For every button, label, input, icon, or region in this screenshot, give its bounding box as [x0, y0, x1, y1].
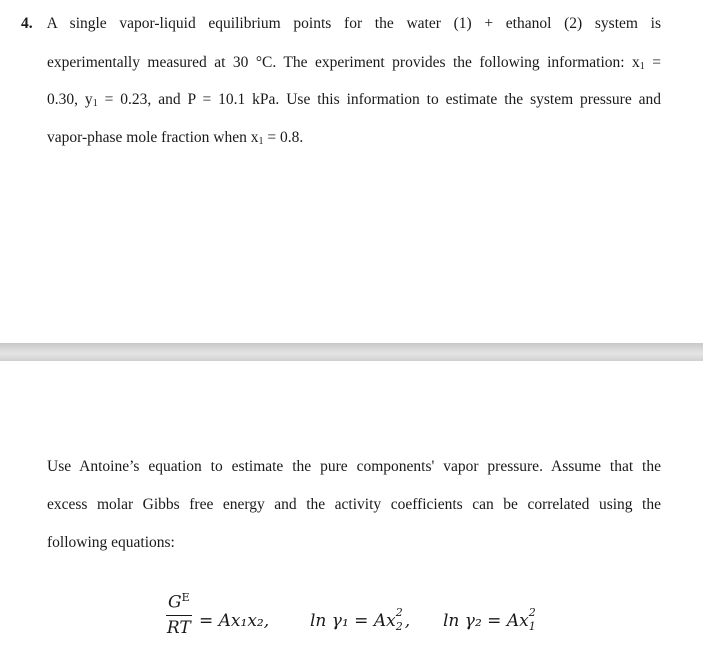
problem-line-4 [47, 129, 303, 147]
ge-fraction [166, 591, 192, 638]
lngamma2-text: ln γ₂ = Ax [443, 611, 529, 631]
lngamma2-sub: 1 [528, 620, 536, 633]
problem-text-3b: = 0.23, and P = 10.1 kPa. Use this information to estimate the system pressure and [97, 91, 662, 108]
continuation-line-1: Use Antoine’s equation to estimate the pure components' vapor pressure. Assume that the [47, 458, 661, 475]
continuation-line-3: following equations: [47, 534, 175, 551]
document-page-bottom [0, 361, 703, 658]
rt-symbol: RT [166, 617, 191, 638]
subscript-x1: 1 [258, 136, 264, 147]
subscript-1: 1 [639, 61, 645, 72]
problem-text-2-end: = [644, 54, 661, 71]
lngamma1-exponents [395, 606, 405, 633]
ge-superscript: E [181, 591, 190, 604]
lngamma1-sub: 2 [395, 620, 403, 633]
lngamma1-text: ln γ₁ = Ax [310, 611, 396, 631]
problem-line-3 [47, 91, 661, 109]
problem-text-4b: = 0.8. [263, 129, 304, 146]
ge-numerator [166, 591, 192, 613]
problem-text-1: A single vapor-liquid equilibrium points for the water (1) + ethanol (2) system is [46, 15, 661, 32]
equation-ge: = Ax₁x₂, [199, 611, 270, 631]
problem-line-1 [21, 15, 661, 33]
problem-number: 4. [21, 15, 33, 32]
problem-line-2 [47, 54, 661, 72]
lngamma2-sup: 2 [528, 606, 536, 619]
subscript-y1: 1 [92, 98, 98, 109]
problem-text-3a: 0.30, y [47, 91, 93, 108]
page-separator [0, 343, 703, 361]
lngamma1-sup: 2 [395, 606, 403, 619]
fraction-bar [166, 615, 192, 616]
equation-lngamma2 [443, 606, 538, 633]
ge-symbol: G [168, 592, 182, 613]
continuation-line-2: excess molar Gibbs free energy and the activity coefficients can be correlated using the [47, 496, 661, 513]
equation-lngamma1 [310, 606, 411, 633]
lngamma2-exponents [528, 606, 538, 633]
problem-text-4a: vapor-phase mole fraction when x [47, 129, 259, 146]
problem-text-2: experimentally measured at 30 °C. The experiment provides the following information: x [47, 54, 640, 71]
lngamma1-comma: , [404, 611, 411, 631]
ge-denominator [166, 618, 192, 638]
